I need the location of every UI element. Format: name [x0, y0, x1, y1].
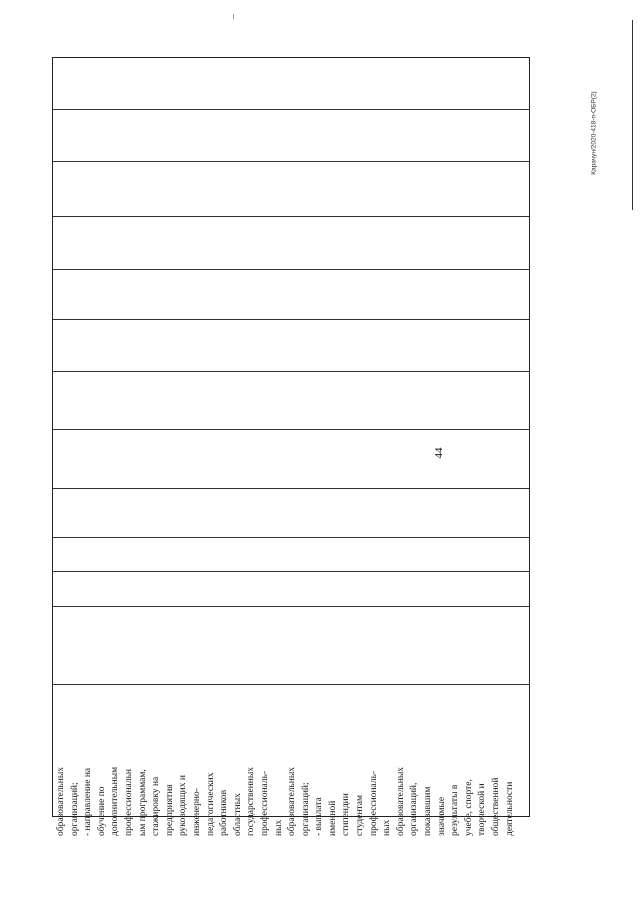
- table-rule: [53, 216, 529, 217]
- table-rule: [53, 537, 529, 538]
- table-rule: [53, 606, 529, 607]
- table-rule: [53, 371, 529, 372]
- table-rule: [53, 319, 529, 320]
- table-cell-text: образовательных организаций; - направление на обучение по дополнительным профессиональн ым программам, стажировку на предприятия руководящих и инженерно- педагогических работников областных государственных профессиональ- ных образовательных организаций; - выплата именной стипендии студентам профессиональ- ных образовательных организаций, показавшим значимые результаты в учебе, спорте, творческой и общественной деятельности: [56, 766, 515, 836]
- table-rule: [53, 109, 529, 110]
- table-rule: [53, 488, 529, 489]
- document-reference-mark: Карачун/2020-418-п-ОБР(2): [590, 91, 598, 175]
- table-rule: [53, 571, 529, 572]
- table-rule: [53, 269, 529, 270]
- table-rule: [53, 429, 529, 430]
- scan-mark: [233, 14, 234, 19]
- margin-rule: [632, 20, 633, 210]
- table-rule: [53, 161, 529, 162]
- page-number: 44: [433, 447, 445, 459]
- table: [52, 57, 530, 836]
